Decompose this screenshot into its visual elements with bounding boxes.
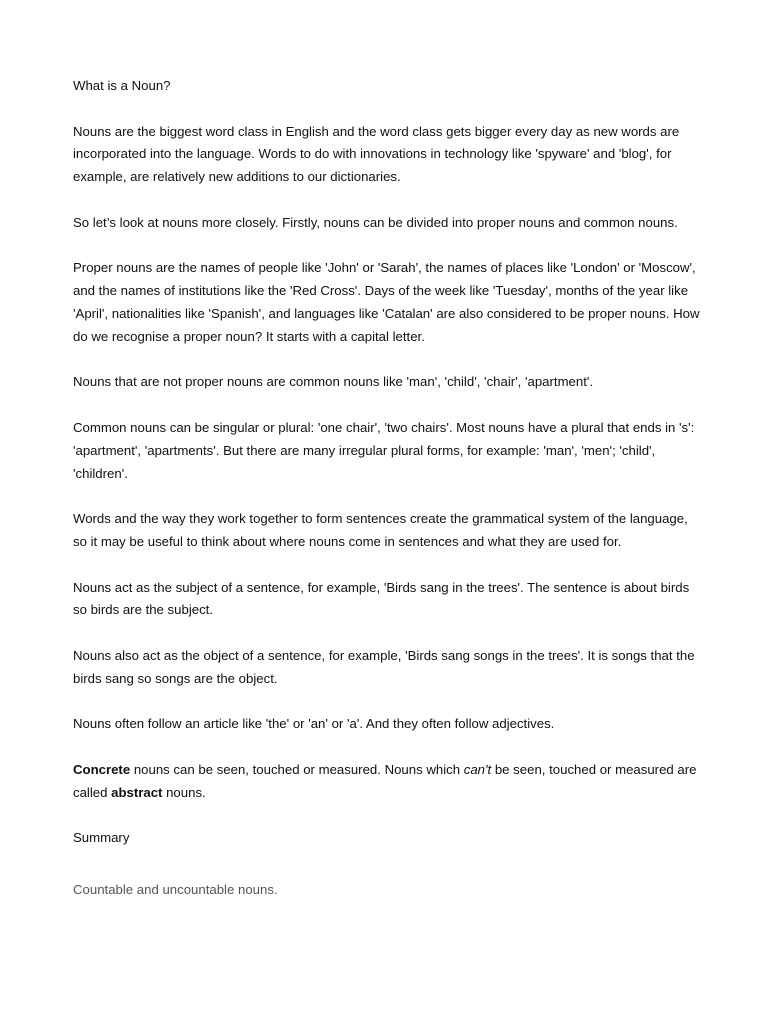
document-page xyxy=(73,75,703,902)
paragraph-proper-nouns: Proper nouns are the names of people like 'John' or 'Sarah', the names of places like 'London' or 'Moscow', and the names of institutions like the 'Red Cross'. Days of the week like 'Tuesday', months of the year like 'April', nationalities like 'Spanish', and languages like 'Catalan' are also considered to be proper nouns. How do we recognise a proper noun? It starts with a capital letter. xyxy=(73,260,700,344)
summary-heading: Summary xyxy=(73,830,130,846)
paragraph-plural: Common nouns can be singular or plural: 'one chair', 'two chairs'. Most nouns have a plural that ends in 's': 'apartment', 'apartments'. But there are many irregular plural forms, for example: 'man', 'men'; 'child', 'children'. xyxy=(73,419,695,481)
paragraph-proper-common: So let’s look at nouns more closely. Firstly, nouns can be divided into proper nouns and common nouns. xyxy=(73,214,678,230)
concrete-text-3: nouns. xyxy=(162,784,206,800)
paragraph-common-nouns: Nouns that are not proper nouns are common nouns like 'man', 'child', 'chair', 'apartment'. xyxy=(73,374,594,390)
paragraph-intro: Nouns are the biggest word class in English and the word class gets bigger every day as new words are incorporated into the language. Words to do with innovations in technology like 'spyware' and 'blog', for example, are relatively new additions to our dictionaries. xyxy=(73,123,680,185)
paragraph-articles: Nouns often follow an article like 'the' or 'an' or 'a'. And they often follow adjectives. xyxy=(73,716,555,732)
concrete-text-2: be seen, touched or measured are called xyxy=(73,761,697,800)
countable-uncountable-footer: Countable and uncountable nouns. xyxy=(73,882,278,898)
document-title: What is a Noun? xyxy=(73,78,171,93)
paragraph-grammar: Words and the way they work together to form sentences create the grammatical system of the language, so it may be useful to think about where nouns come in sentences and what they are used for. xyxy=(73,511,688,549)
abstract-term: abstract xyxy=(111,784,163,800)
paragraph-object: Nouns also act as the object of a sentence, for example, 'Birds sang songs in the trees'. It is songs that the birds sang so songs are the object. xyxy=(73,647,695,686)
paragraph-concrete-abstract xyxy=(73,759,703,805)
concrete-text-1: nouns can be seen, touched or measured. Nouns which xyxy=(130,761,464,777)
concrete-term: Concrete xyxy=(73,761,131,777)
paragraph-subject: Nouns act as the subject of a sentence, for example, 'Birds sang in the trees'. The sentence is about birds so birds are the subject. xyxy=(73,579,690,618)
cant-emphasis: can't xyxy=(463,761,492,777)
